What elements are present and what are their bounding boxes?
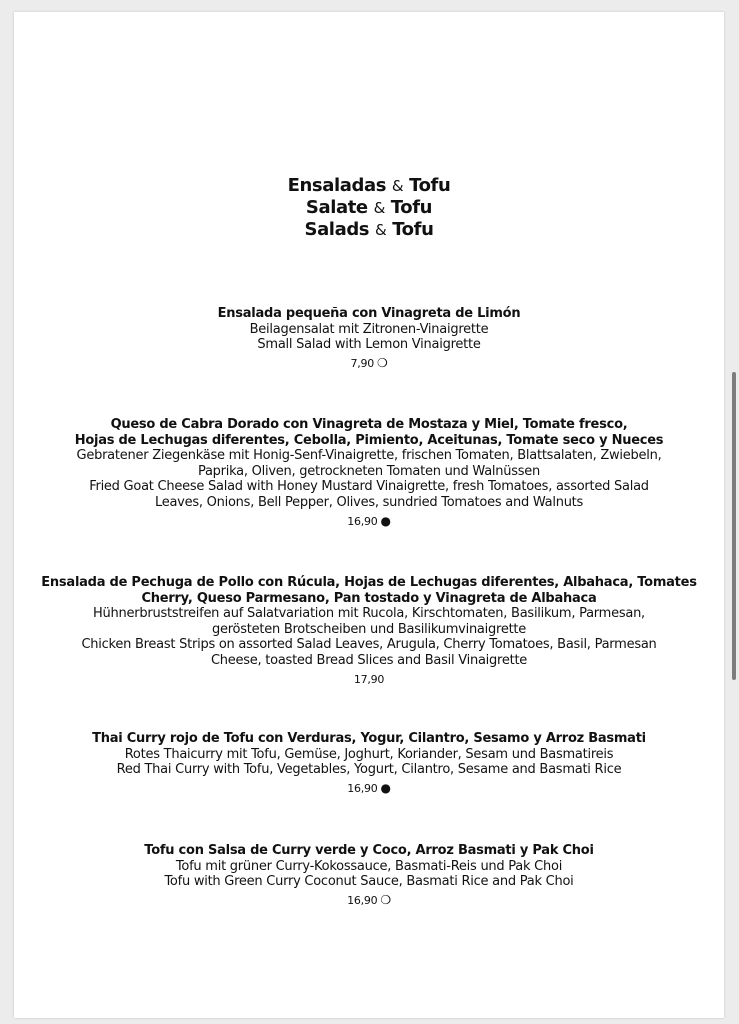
item-price: 16,90 ● — [347, 513, 391, 528]
item-name-en: Leaves, Onions, Bell Pepper, Olives, sundried Tomatoes and Walnuts — [154, 494, 584, 510]
item-name-de: gerösteten Brotscheiben und Basilikumvinaigrette — [211, 621, 527, 637]
item-name-en: Tofu with Green Curry Coconut Sauce, Basmati Rice and Pak Choi — [164, 874, 574, 890]
item-price: 17,90 — [353, 672, 385, 686]
item-name-en: Small Salad with Lemon Vinaigrette — [257, 337, 481, 353]
item-price: 7,90 ❍ — [350, 355, 388, 370]
title-line-de: Salate & Tofu — [305, 197, 433, 218]
item-name-es: Thai Curry rojo de Tofu con Verduras, Yogur, Cilantro, Sesamo y Arroz Basmati — [92, 731, 646, 746]
item-name-de: Hühnerbruststreifen auf Salatvariation mit Rucola, Kirschtomaten, Basilikum, Parmesan, — [93, 606, 645, 622]
item-name-es: Tofu con Salsa de Curry verde y Coco, Arroz Basmati y Pak Choi — [144, 843, 594, 858]
menu-item-green-curry-tofu — [14, 843, 724, 908]
item-name-en: Chicken Breast Strips on assorted Salad Leaves, Arugula, Cherry Tomatoes, Basil, Parmesan — [81, 637, 657, 653]
open-circle-icon: ❍ — [376, 355, 388, 370]
menu-item-small-salad — [14, 306, 724, 371]
item-name-en: Fried Goat Cheese Salad with Honey Mustard Vinaigrette, fresh Tomatoes, assorted Salad — [89, 479, 649, 495]
item-price: 16,90 ❍ — [347, 892, 391, 907]
item-name-en: Cheese, toasted Bread Slices and Basil Vinaigrette — [210, 652, 528, 668]
menu-page — [14, 12, 724, 1018]
item-name-de: Tofu mit grüner Curry-Kokossauce, Basmati-Reis und Pak Choi — [175, 858, 563, 874]
title-line-en: Salads & Tofu — [304, 219, 434, 240]
item-name-es: Hojas de Lechugas diferentes, Cebolla, Pimiento, Aceitunas, Tomate seco y Nueces — [74, 432, 664, 448]
page-title — [14, 175, 724, 241]
filled-circle-icon: ● — [380, 513, 391, 528]
item-name-de: Rotes Thaicurry mit Tofu, Gemüse, Joghurt, Koriander, Sesam und Basmatireis — [124, 746, 614, 762]
filled-circle-icon: ● — [380, 780, 391, 795]
item-name-de: Beilagensalat mit Zitronen-Vinaigrette — [249, 321, 489, 337]
item-name-es: Ensalada pequeña con Vinagreta de Limón — [217, 306, 521, 321]
open-circle-icon: ❍ — [380, 892, 391, 907]
item-name-es: Queso de Cabra Dorado con Vinagreta de Mostaza y Miel, Tomate fresco, — [110, 417, 628, 432]
item-price: 16,90 ● — [347, 780, 391, 795]
scrollbar[interactable] — [732, 372, 736, 680]
item-name-de: Paprika, Oliven, getrockneten Tomaten und Walnüssen — [197, 463, 541, 479]
item-name-es: Cherry, Queso Parmesano, Pan tostado y Vinagreta de Albahaca — [141, 590, 597, 606]
menu-item-red-thai-curry — [14, 731, 724, 796]
menu-item-chicken-salad — [14, 575, 724, 687]
menu-item-goat-cheese-salad — [14, 417, 724, 529]
item-name-en: Red Thai Curry with Tofu, Vegetables, Yogurt, Cilantro, Sesame and Basmati Rice — [116, 762, 622, 778]
item-name-de: Gebratener Ziegenkäse mit Honig-Senf-Vinaigrette, frischen Tomaten, Blattsalaten, Zwiebeln, — [76, 448, 662, 464]
item-name-es: Ensalada de Pechuga de Pollo con Rúcula, Hojas de Lechugas diferentes, Albahaca, Tomates — [41, 575, 697, 590]
title-line-es: Ensaladas & Tofu — [287, 175, 451, 196]
